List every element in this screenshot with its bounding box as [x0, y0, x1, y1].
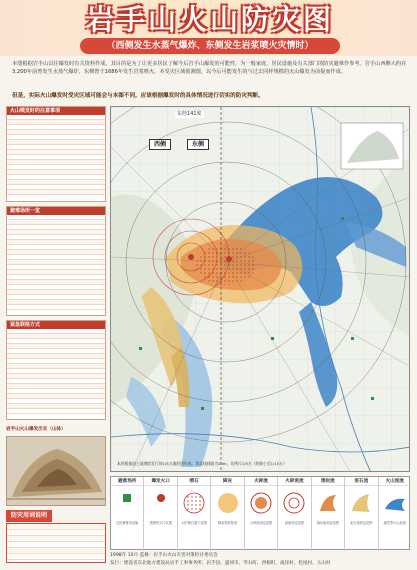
east-vent-marker	[226, 256, 232, 262]
ballistic-icon	[182, 491, 206, 515]
footer-line-2: 发行：建设省东北地方建设局岩手工事事务所、岩手县、盛冈市、雫石町、西根町、滝泽村、松尾村、玉山村	[110, 561, 331, 566]
legend-pyro-lahar: 火碎泥流 泥流到达范围	[278, 477, 311, 551]
info-panel-2	[6, 206, 106, 316]
table-row	[7, 190, 105, 195]
lava-icon	[316, 491, 340, 515]
legend-vent: 爆发火口 预想的火口位置	[144, 477, 177, 551]
shelter-icon	[120, 491, 134, 505]
disaster-terms-tag: 防灾用词说明	[6, 510, 52, 522]
pyro-lahar-icon	[282, 491, 306, 515]
longitude-label: 东经141度	[177, 111, 202, 117]
volcanic-lahar-icon	[383, 491, 407, 515]
panel-1-title: 火山喷发时的注意事项	[7, 107, 105, 115]
east-side-label: 东侧	[187, 139, 209, 150]
disaster-terms-box	[6, 523, 106, 563]
legend-lava: 熔岩流 熔岩流到达范围	[312, 477, 345, 551]
footer-credits	[110, 552, 410, 568]
panel-3-title: 紧急联络方式	[7, 321, 105, 329]
info-panel-1	[6, 106, 106, 202]
ash-icon	[216, 491, 240, 515]
intro-text: 本图根据岩手山以往爆发时有关资料作成，其目的是为了让更多居民了解今后岩手山爆发的可能性，为一般家庭、居民设施及有关部门的防灾避难作参考。岩手山西侧大约在3,200年前曾发生水蒸气爆炸，东侧曾于1686年发生岩浆喷火。本受灾区域预测图，以今后可能发生的与过去同样规模的火山爆发为前提而作成。	[12, 61, 407, 75]
west-vent-marker	[188, 254, 194, 260]
panel-2-title: 避难场所一览	[7, 207, 105, 215]
footer-line-1: 1998年 10月 监修：岩手山火山灾害对策检讨委员会	[110, 553, 218, 558]
info-panel-3	[6, 320, 106, 420]
legend-debris: 泥石流 泥石流到达范围	[345, 477, 378, 551]
page-subtitle: （西侧发生水蒸气爆炸、东侧发生岩浆喷火灾情时）	[80, 38, 340, 54]
legend-ash: 降灰 降灰堆积厚度	[211, 477, 244, 551]
mini-map-title: 岩手山火山爆发历史（山体）	[6, 427, 66, 432]
map-source-note: 本图根据国土地理院发行的1/5万地形图作成，等高线间隔为20m，比例尺1/5万（约缩小至1/10万）	[117, 461, 287, 466]
title-band	[0, 0, 417, 56]
warning-text: 但是，实际火山爆发时受灾区域可能会与本图不同，应该根据爆发时的具体情况进行切实的防灾判断。	[12, 93, 264, 99]
legend-ballistic: 喷石 大的喷石落下范围	[178, 477, 211, 551]
table-row	[7, 409, 105, 414]
map-canvas	[111, 107, 410, 472]
legend-volcanic-lahar: 火山泥流 融雪型火山泥流	[379, 477, 411, 551]
west-side-label: 西侧	[149, 139, 171, 150]
mini-map	[6, 436, 106, 506]
pyroclastic-icon	[249, 491, 273, 515]
vent-icon	[154, 491, 168, 505]
legend-shelter: 避难场所 住民避难用设施	[111, 477, 144, 551]
debris-icon	[349, 491, 373, 515]
table-row	[7, 305, 105, 310]
left-info-column	[6, 106, 106, 506]
legend-pyroclastic: 火碎流 火碎流到达范围	[245, 477, 278, 551]
table-row	[7, 554, 105, 560]
page-title: 岩手山火山防灾图	[85, 3, 334, 36]
map-legend	[110, 476, 410, 550]
main-hazard-map[interactable]	[110, 106, 410, 472]
